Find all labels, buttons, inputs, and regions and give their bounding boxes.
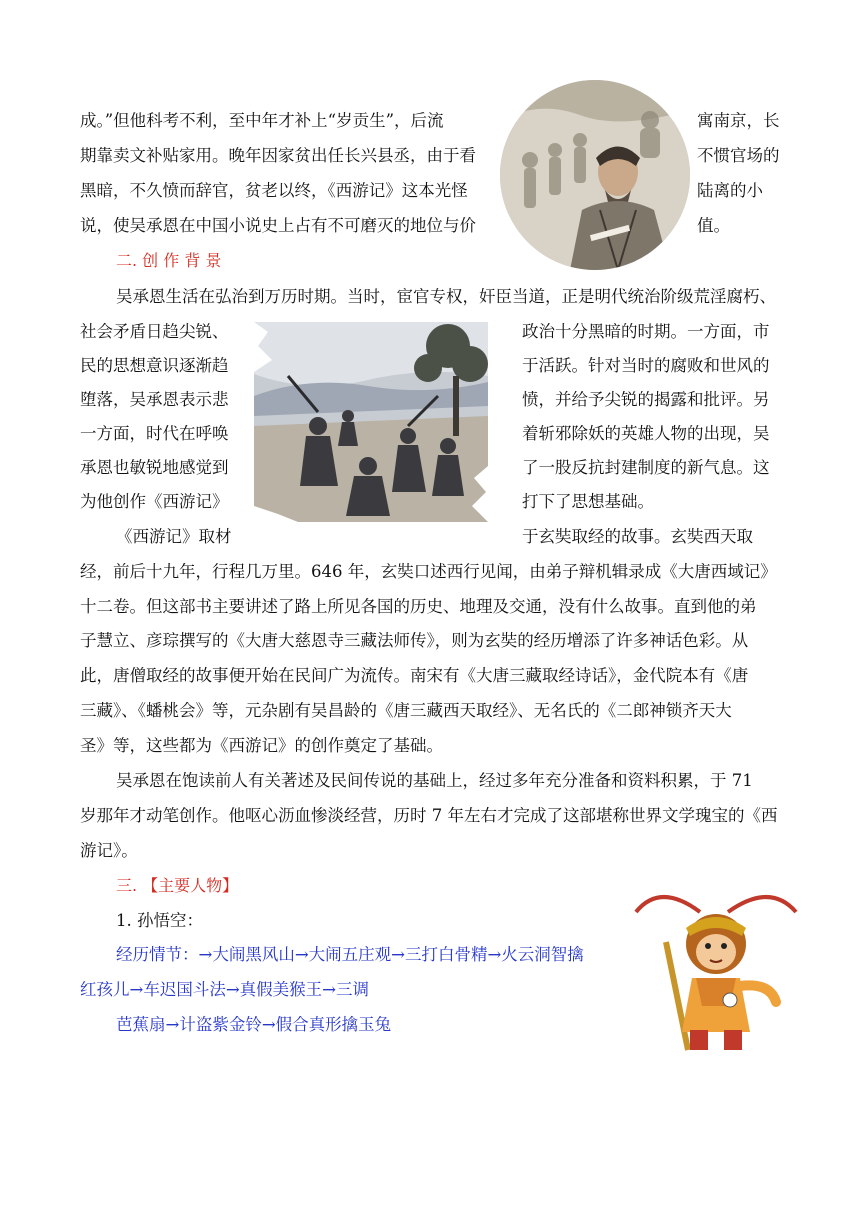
character-item-sun-wukong: 1. 孙悟空： [116,911,203,930]
pilgrimage-battle-illustration [248,316,494,528]
section-heading-creation-background: 二. 创 作 背 景 [116,251,222,270]
plot-line-1: 经历情节：→大闹黑风山→大闹五庄观→三打白骨精→火云洞智擒 [116,945,584,964]
bio-line-1-right: 寓南京，长 [697,111,780,130]
p1-line-5-right: 着斩邪除妖的英雄人物的出现，吴 [522,424,770,443]
p2-line-5: 此，唐僧取经的故事便开始在民间广为流传。南宋有《大唐三藏取经诗话》，金代院本有《唐 [80,666,749,685]
p1-line-3-right: 于活跃。针对当时的腐败和世风的 [522,356,770,375]
p2-line-1-right: 于玄奘取经的故事。玄奘西天取 [522,527,753,546]
p1-line-1: 吴承恩生活在弘治到万历时期。当时，宦官专权，奸臣当道，正是明代统治阶级荒淫腐朽、 [116,287,776,306]
portrait-art [500,80,690,270]
p2-line-4: 子慧立、彦琮撰写的《大唐大慈恩寺三藏法师传》，则为玄奘的经历增添了许多神话色彩。从 [80,631,749,650]
p1-line-4-right: 愤，并给予尖锐的揭露和批评。另 [522,390,770,409]
p1-line-2-left: 社会矛盾日趋尖锐、 [80,322,229,341]
plot-line-2: 红孩儿→车迟国斗法→真假美猴王→三调 [80,980,369,999]
p3-line-3: 游记》。 [80,841,138,860]
bio-line-4: 说，使吴承恩在中国小说史上占有不可磨灭的地位与价 [80,216,476,235]
sun-wukong-cartoon [630,882,800,1054]
p1-line-5-left: 一方面，时代在呼唤 [80,424,229,443]
p1-line-2-right: 政治十分黑暗的时期。一方面，市 [522,322,770,341]
p3-line-2: 岁那年才动笔创作。他呕心沥血惨淡经营，历时 7 年左右才完成了这部堪称世界文学瑰宝的《西 [80,806,778,825]
bio-line-2: 期靠卖文补贴家用。晚年因家贫出任长兴县丞，由于看 [80,146,476,165]
p1-line-4-left: 堕落，吴承恩表示悲 [80,390,229,409]
p2-line-3: 十二卷。但这部书主要讲述了路上所见各国的历史、地理及交通，没有什么故事。直到他的弟 [80,597,757,616]
p1-line-6-right: 了一股反抗封建制度的新气息。这 [522,458,770,477]
section-heading-main-characters: 三. 【主要人物】 [116,876,239,895]
monkey-art [630,882,800,1054]
bio-line-2-right: 不惯官场的 [697,146,780,165]
plot-line-3: 芭蕉扇→计盗紫金铃→假合真形擒玉兔 [116,1015,392,1034]
bio-line-3: 黑暗，不久愤而辞官，贫老以终，《西游记》这本光怪 [80,181,468,200]
p1-line-6-left: 承恩也敏锐地感觉到 [80,458,229,477]
bio-line-1 [80,110,444,132]
p2-line-1-left: 《西游记》取材 [116,527,232,546]
p3-line-1: 吴承恩在饱读前人有关著述及民间传说的基础上，经过多年充分准备和资料积累，于 71 [116,771,753,790]
p2-line-6: 三藏》、《蟠桃会》等，元杂剧有吴昌龄的《唐三藏西天取经》、无名氏的《二郎神锁齐天大 [80,701,732,720]
wu-chengen-portrait-illustration [500,80,690,270]
p1-line-7-left: 为他创作《西游记》 [80,492,229,511]
bio-line-3-right: 陆离的小 [697,181,763,200]
bio-line-1-left: 成。”但他科考不利，至中年才补上“岁贡生”，后流 [80,111,444,130]
p2-line-2: 经，前后十九年，行程几万里。646 年，玄奘口述西行见闻，由弟子辩机辑录成《大唐西域记》 [80,562,777,581]
p2-line-7: 圣》等，这些都为《西游记》的创作奠定了基础。 [80,736,443,755]
battle-art [248,316,494,528]
p1-line-3-left: 民的思想意识逐渐趋 [80,356,229,375]
p1-line-7-right: 打下了思想基础。 [522,492,654,511]
bio-line-4-right: 值。 [697,216,730,235]
